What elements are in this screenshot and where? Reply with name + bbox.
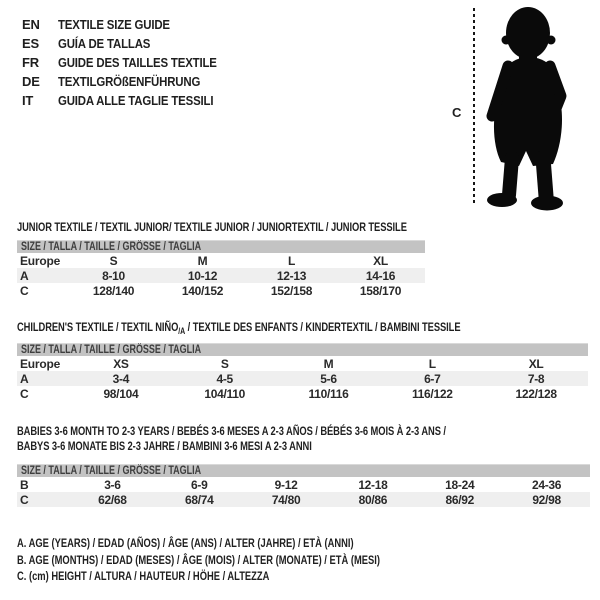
cell: 10-12 bbox=[187, 268, 218, 283]
cell: 98/104 bbox=[103, 386, 139, 401]
height-measure-dotted-line bbox=[473, 8, 475, 206]
cell: 12-13 bbox=[276, 268, 307, 283]
cell: 68/74 bbox=[184, 492, 214, 507]
cell: M bbox=[323, 356, 334, 371]
language-title-list bbox=[22, 15, 238, 110]
cell: 5-6 bbox=[320, 371, 337, 386]
cell: 158/170 bbox=[359, 283, 402, 298]
row-label: B bbox=[20, 477, 29, 492]
table-row-europe bbox=[17, 253, 425, 268]
cell: 86/92 bbox=[445, 492, 474, 507]
row-label: C bbox=[20, 283, 29, 298]
cell: 116/122 bbox=[411, 386, 453, 401]
cell: L bbox=[428, 356, 436, 371]
language-row-es bbox=[22, 34, 238, 53]
size-header-bar: SIZE / TALLA / TAILLE / GRÖSSE / TAGLIA bbox=[17, 464, 590, 477]
cell: XL bbox=[373, 253, 388, 268]
cell: 74/80 bbox=[271, 492, 301, 507]
language-code: DE bbox=[22, 74, 40, 89]
row-label: A bbox=[20, 371, 29, 386]
table-row-a bbox=[17, 371, 588, 386]
cell: S bbox=[220, 356, 229, 371]
language-code: ES bbox=[22, 36, 39, 51]
guide-title-fr: GUIDE DES TAILLES TEXTILE bbox=[58, 55, 217, 70]
cell: XL bbox=[528, 356, 544, 371]
row-label: A bbox=[20, 268, 29, 283]
language-row-fr bbox=[22, 53, 238, 72]
cell: XS bbox=[113, 356, 129, 371]
table-row-europe bbox=[17, 356, 588, 371]
cell: 92/98 bbox=[532, 492, 561, 507]
row-label: C bbox=[20, 492, 29, 507]
cell: 3-6 bbox=[104, 477, 121, 492]
language-row-en bbox=[22, 15, 238, 34]
cell: 6-9 bbox=[191, 477, 208, 492]
cell: 8-10 bbox=[102, 268, 125, 283]
row-label: C bbox=[20, 386, 29, 401]
nino-a-subscript: /A bbox=[178, 326, 186, 336]
babies-table-title: BABIES 3-6 MONTH TO 2-3 YEARS / BEBÉS 3-6 MESES A 2-3 AÑOS / BÉBÉS 3-6 MOIS À 2-3 ANS / BABYS 3-6 MONATE BIS 2-3 JAHRE / BAMBINI 3-6 MESI A 2-3 ANNI bbox=[17, 424, 446, 453]
baby-silhouette-image bbox=[483, 2, 588, 214]
cell: S bbox=[109, 253, 118, 268]
table-row-b bbox=[17, 477, 590, 492]
table-row-a bbox=[17, 268, 425, 283]
cell: M bbox=[197, 253, 208, 268]
cell: 122/128 bbox=[515, 386, 557, 401]
height-measure-label: C bbox=[452, 105, 462, 120]
legend-footnotes bbox=[17, 536, 482, 586]
cell: 9-12 bbox=[274, 477, 298, 492]
row-label: Europe bbox=[20, 253, 61, 268]
guide-title-en: TEXTILE SIZE GUIDE bbox=[58, 17, 170, 32]
cell: 7-8 bbox=[527, 371, 545, 386]
children-table-title: CHILDREN'S TEXTILE / TEXTIL $NIÑO_{/A}$ / TEXTILE DES ENFANTS / KINDERTEXTIL / BAMBINI TESSILE bbox=[17, 320, 461, 336]
language-row-de bbox=[22, 72, 238, 91]
cell: 128/140 bbox=[92, 283, 135, 298]
size-header-bar: SIZE / TALLA / TAILLE / GRÖSSE / TAGLIA bbox=[17, 240, 425, 253]
junior-size-table bbox=[17, 240, 425, 298]
language-code: IT bbox=[22, 93, 34, 108]
table-row-c bbox=[17, 283, 425, 298]
cell: 12-18 bbox=[358, 477, 388, 492]
junior-table-title: JUNIOR TEXTILE / TEXTIL JUNIOR/ TEXTILE JUNIOR / JUNIORTEXTIL / JUNIOR TESSILE bbox=[17, 220, 407, 234]
table-row-c bbox=[17, 492, 590, 507]
language-code: EN bbox=[22, 17, 40, 32]
language-code: FR bbox=[22, 55, 39, 70]
cell: 18-24 bbox=[445, 477, 475, 492]
guide-title-it: GUIDA ALLE TAGLIE TESSILI bbox=[58, 93, 214, 108]
cell: 152/158 bbox=[270, 283, 313, 298]
guide-title-de: TEXTILGRÖßENFÜHRUNG bbox=[58, 74, 201, 89]
cell: L bbox=[287, 253, 296, 268]
cell: 80/86 bbox=[358, 492, 388, 507]
footnote-c: C. (cm) HEIGHT / ALTURA / HAUTEUR / HÖHE / ALTEZZA bbox=[17, 569, 270, 583]
cell: 14-16 bbox=[365, 268, 396, 283]
cell: 62/68 bbox=[98, 492, 127, 507]
footnote-b: B. AGE (MONTHS) / EDAD (MESES) / ÂGE (MOIS) / ALTER (MONATE) / ETÀ (MESI) bbox=[17, 552, 380, 567]
table-row-c bbox=[17, 386, 588, 401]
children-size-table bbox=[17, 343, 588, 401]
guide-title-es: GUÍA DE TALLAS bbox=[58, 36, 151, 51]
footnote-a: A. AGE (YEARS) / EDAD (AÑOS) / ÂGE (ANS) / ALTER (JAHRE) / ETÀ (ANNI) bbox=[17, 536, 354, 550]
cell: 4-5 bbox=[216, 371, 233, 386]
cell: 140/152 bbox=[181, 283, 224, 298]
size-header-bar: SIZE / TALLA / TAILLE / GRÖSSE / TAGLIA bbox=[17, 343, 588, 356]
row-label: Europe bbox=[20, 356, 61, 371]
cell: 6-7 bbox=[424, 371, 441, 386]
cell: 104/110 bbox=[204, 386, 245, 401]
cell: 3-4 bbox=[112, 371, 130, 386]
cell: 24-36 bbox=[531, 477, 562, 492]
language-row-it bbox=[22, 91, 238, 110]
babies-size-table bbox=[17, 464, 590, 507]
cell: 110/116 bbox=[308, 386, 349, 401]
